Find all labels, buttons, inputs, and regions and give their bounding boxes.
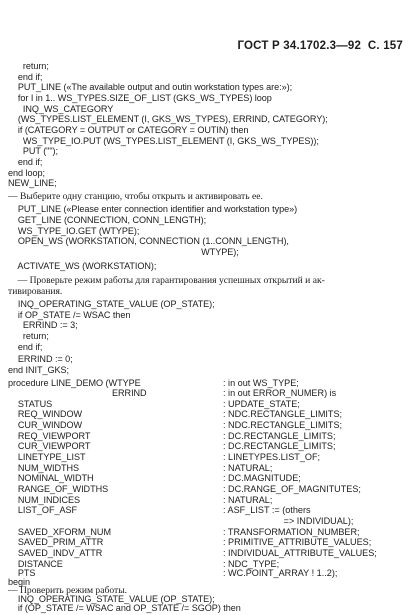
code-line: STATUS: [8, 398, 53, 409]
decl-line: : ASF_LIST := (others: [223, 505, 311, 516]
code-line: INQ_OPERATING_STATE_VALUE (OP_STATE);: [8, 594, 215, 605]
code-line: return;: [8, 61, 49, 71]
code-line: LIST_OF_ASF: [8, 505, 77, 516]
code-line: NEW_LINE;: [8, 178, 57, 189]
code-line: OPEN_WS (WORKSTATION, CONNECTION (1..CONN_LENGTH),: [8, 236, 289, 247]
code-line: NUM_INDICES: [8, 494, 81, 505]
code-line: RANGE_OF_WIDTHS: [8, 484, 109, 494]
comment-line: — Проверьте режим работы для гарантирования успешных открытий и ак-: [8, 274, 325, 286]
decl-line: : NDC.RECTANGLE_LIMITS;: [223, 420, 343, 431]
decl-line: : DC.RECTANGLE_LIMITS;: [223, 441, 336, 452]
code-line: CUR_VIEWPORT: [8, 441, 91, 452]
code-line: (WS_TYPES.LIST_ELEMENT (I, GKS_WS_TYPES), ERRIND, CATEGORY);: [8, 114, 328, 125]
code-line: if (CATEGORY = OUTPUT or CATEGORY = OUTIN) then: [8, 124, 249, 135]
decl-line: : LINETYPES.LIST_OF;: [223, 452, 321, 462]
decl-line: : DC.RANGE_OF_MAGNITUTES;: [223, 484, 361, 494]
decl-line: : INDIVIDUAL_ATTRIBUTE_VALUES;: [223, 547, 377, 558]
decl-line: : NDC.RECTANGLE_LIMITS;: [223, 409, 343, 420]
code-line: end INIT_GKS;: [8, 364, 70, 375]
comment-line: — Выберите одну станцию, чтобы открыть и активировать ее.: [8, 190, 263, 202]
decl-line: : NATURAL;: [223, 462, 273, 473]
code-line: for I in 1.. WS_TYPES.SIZE_OF_LIST (GKS_WS_TYPES) loop: [8, 92, 272, 103]
decl-line: : DC.RECTANGLE_LIMITS;: [223, 430, 336, 441]
decl-line: : in out ERROR_NUMER) is: [223, 388, 337, 399]
decl-line: : DC.MAGNITUDE;: [223, 473, 301, 484]
decl-line: : in out WS_TYPE;: [223, 377, 299, 388]
code-line: procedure LINE_DEMO (WTYPE: [8, 377, 141, 388]
decl-line: : NATURAL;: [223, 494, 273, 505]
code-line: NOMINAL_WIDTH: [8, 473, 94, 484]
code-line: if OP_STATE /= WSAC then: [8, 309, 131, 320]
decl-line: : WC.POINT_ARRAY ! 1..2);: [223, 568, 338, 579]
code-line: CUR_WINDOW: [8, 420, 83, 431]
code-line: PUT ("");: [8, 146, 58, 157]
code-line: PTS: [8, 568, 36, 579]
comment-line: — Проверить режим работы.: [8, 584, 128, 596]
code-line: INQ_WS_CATEGORY: [8, 103, 114, 114]
code-line: begin: [8, 576, 31, 587]
code-line: DISTANCE: [8, 558, 63, 569]
code-line: SAVED_INDV_ATTR: [8, 547, 103, 558]
decl-line: => INDIVIDUAL);: [223, 515, 354, 526]
code-line: end if;: [8, 156, 43, 167]
code-line: ERRIND := 3;: [8, 320, 78, 331]
comment-line: тивирования.: [8, 285, 63, 297]
page-header: ГОСТ Р 34.1702.3—92 С. 157: [237, 40, 403, 52]
code-line: end loop;: [8, 167, 45, 178]
code-line: return;: [8, 331, 49, 341]
code-line: INQ_OPERATING_STATE_VALUE (OP_STATE);: [8, 299, 215, 310]
code-line: WTYPE);: [8, 246, 239, 257]
code-line: ERRIND := 0;: [8, 354, 73, 365]
code-line: ACTIVATE_WS (WORKSTATION);: [8, 261, 157, 272]
code-line: SAVED_PRIM_ATTR: [8, 537, 104, 548]
code-line: REQ_VIEWPORT: [8, 430, 91, 441]
code-line: WS_TYPE_IO.PUT (WS_TYPES.LIST_ELEMENT (I, GKS_WS_TYPES));: [8, 135, 319, 146]
code-line: NUM_WIDTHS: [8, 462, 80, 473]
code-line: LINETYPE_LIST: [8, 452, 86, 462]
code-line: end if;: [8, 341, 43, 352]
code-line: if (OP_STATE /= WSAC and OP_STATE /= SGOP) then: [8, 603, 241, 613]
code-line: WS_TYPE_IO.GET (WTYPE);: [8, 225, 140, 236]
code-line: PUT_LINE («Please enter connection identifier and workstation type»): [8, 204, 298, 215]
code-line: ERRIND: [8, 388, 147, 399]
code-line: SAVED_XFORM_NUM: [8, 526, 111, 537]
code-line: REQ_WINDOW: [8, 409, 83, 420]
decl-line: : TRANSFORMATION_NUMBER;: [223, 526, 360, 537]
code-line: end if;: [8, 71, 43, 82]
code-line: PUT_LINE («The available output and outin workstation types are:»);: [8, 82, 293, 93]
code-line: GET_LINE (CONNECTION, CONN_LENGTH);: [8, 214, 207, 225]
decl-line: : UPDATE_STATE;: [223, 398, 300, 409]
decl-line: : PRIMITIVE_ATTRIBUTE_VALUES;: [223, 537, 372, 548]
decl-line: : NDC_TYPE;: [223, 558, 280, 569]
